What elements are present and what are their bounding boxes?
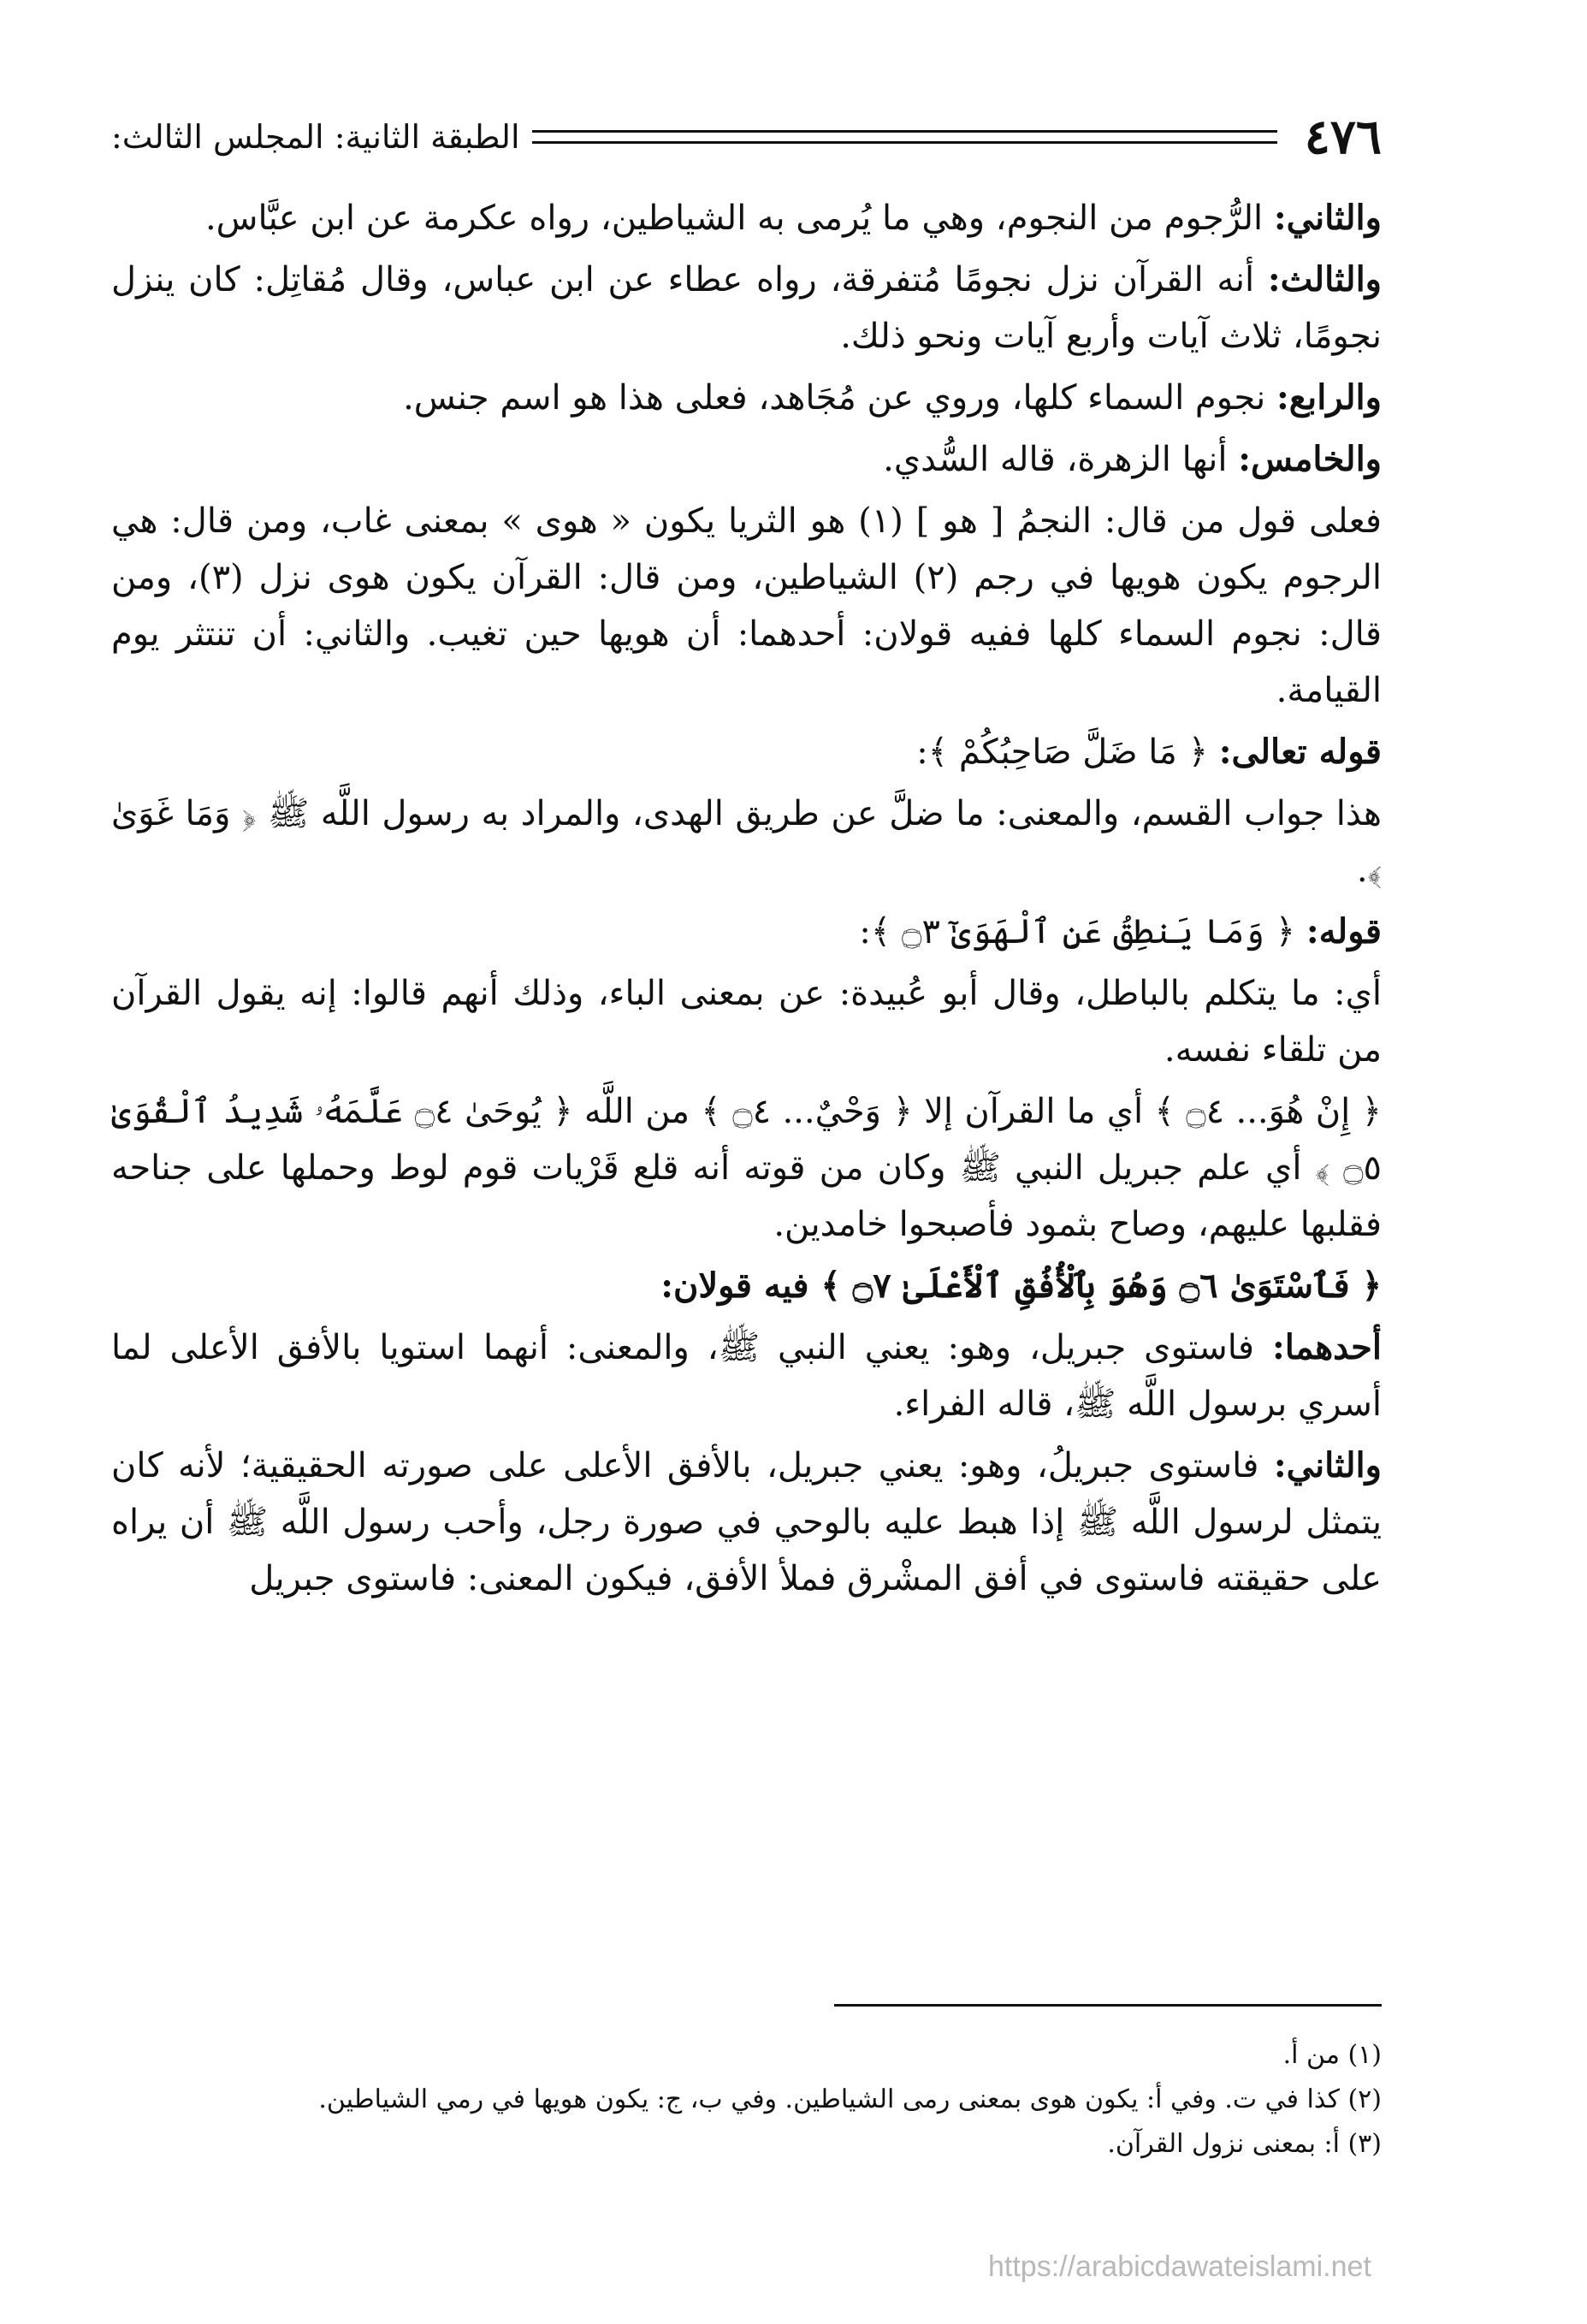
paragraph [111, 1438, 1382, 1607]
paragraph-text: ﴿ مَا ضَلَّ صَاحِبُكُمْ ﴾: [916, 732, 1219, 772]
paragraph [111, 786, 1382, 898]
paragraph-text: ﴿ وَمَا يَنطِقُ عَنِ ٱلْهَوَىٰٓ ۝٣ ﴾: [859, 912, 1306, 952]
footnote-rule [834, 2004, 1382, 2007]
paragraph-text: أنها الزهرة، قاله السُّدي. [883, 440, 1239, 479]
footnotes [111, 2033, 1382, 2167]
header-rule [532, 130, 1277, 144]
footnote: (٢) كذا في ت. وفي أ: يكون هوى بمعنى رمى الشياطين. وفي ب، ج: يكون هويها في رمي الشياطين. [318, 2084, 1382, 2114]
paragraph-text: فاستوى جبريل، وهو: يعني النبي ﷺ، والمعنى: أنهما استويا بالأفق الأعلى لما أسري برسول اللَّه ﷺ، قاله الفراء. [111, 1328, 1382, 1424]
paragraph [111, 190, 1382, 246]
footnote: (١) من أ. [1282, 2040, 1382, 2070]
paragraph [111, 493, 1382, 719]
body-text [111, 190, 1382, 1607]
paragraph-lead: والرابع: [1276, 377, 1382, 418]
paragraph-lead: والخامس: [1238, 439, 1382, 479]
paragraph [111, 1258, 1382, 1314]
paragraph-lead: قوله: [1306, 911, 1382, 952]
paragraph-text: فاستوى جبريلُ، وهو: يعني جبريل، بالأفق الأعلى على صورته الحقيقية؛ لأنه كان يتمثل لرسول اللَّه ﷺ إذا هبط عليه بالوحي في صورة رجل، وأحب رسول اللَّه ﷺ أن يراه على حقيقته فاستوى في أفق المشْرق فملأ الأفق، فيكون المعنى: فاستوى جبريل [111, 1446, 1382, 1598]
page-header [111, 103, 1382, 171]
page [111, 103, 1383, 2159]
paragraph-lead: قوله تعالى: [1218, 732, 1382, 772]
paragraph [111, 1083, 1382, 1253]
paragraph-text: أي: ما يتكلم بالباطل، وقال أبو عُبيدة: عن بمعنى الباء، وذلك أنهم قالوا: إنه يقول القرآن من تلقاء نفسه. [111, 974, 1382, 1070]
paragraph [111, 431, 1382, 488]
paragraph [111, 965, 1382, 1078]
paragraph-text: ﴿ فَٱسْتَوَىٰ ۝٦ وَهُوَ بِٱلْأُفُقِ ٱلْأَعْلَىٰ ۝٧ ﴾ فيه قولان: [660, 1266, 1382, 1306]
paragraph-text: هذا جواب القسم، والمعنى: ما ضلَّ عن طريق الهدى، والمراد به رسول اللَّه ﷺ ﴿ وَمَا غَوَىٰ ﴾. [111, 794, 1382, 890]
paragraph-text: نجوم السماء كلها، وروي عن مُجَاهد، فعلى هذا هو اسم جنس. [403, 378, 1276, 418]
paragraph [111, 370, 1382, 426]
footnote: (٣) أ: بمعنى نزول القرآن. [1107, 2129, 1382, 2159]
page-number: ٤٧٦ [1304, 109, 1382, 165]
paragraph-text: ﴿ إِنْ هُوَ... ۝٤ ﴾ أي ما القرآن إلا ﴿ وَحْيٌ... ۝٤ ﴾ من اللَّه ﴿ يُوحَىٰ ۝٤ عَلَّمَهُۥ شَدِيدُ ٱلْقُوَىٰ ۝٥ ﴾ أي علم جبريل النبي ﷺ وكان من قوته أنه قلع قَرْيات قوم لوط وحملها على جناحه فقلبها عليهم، وصاح بثمود فأصبحوا خامدين. [111, 1092, 1382, 1244]
paragraph [111, 724, 1382, 780]
watermark: https://arabicdawateislami.net [988, 2250, 1371, 2283]
paragraph-text: أنه القرآن نزل نجومًا مُتفرقة، رواه عطاء عن ابن عباس، وقال مُقاتِل: كان ينزل نجومًا، ثلاث آيات وأربع آيات ونحو ذلك. [111, 260, 1382, 356]
paragraph-lead: والثاني: [1273, 1445, 1382, 1485]
paragraph-lead: والثالث: [1267, 259, 1382, 299]
paragraph-text: فعلى قول من قال: النجمُ [ هو ] (١) هو الثريا يكون « هوى » بمعنى غاب، ومن قال: هي الرجوم يكون هويها في رجم (٢) الشياطين، ومن قال: القرآن يكون هوى نزل (٣)، ومن قال: نجوم السماء كلها ففيه قولان: أحدهما: أن هويها حين تغيب. والثاني: أن تنتثر يوم القيامة. [111, 501, 1383, 710]
paragraph-lead: والثاني: [1273, 198, 1382, 238]
paragraph [111, 904, 1382, 960]
running-title: الطبقة الثانية: المجلس الثالث: [111, 118, 520, 156]
paragraph [111, 1319, 1382, 1432]
paragraph-text: الرُّجوم من النجوم، وهي ما يُرمى به الشياطين، رواه عكرمة عن ابن عبَّاس. [204, 199, 1274, 238]
paragraph-lead: أحدهما: [1271, 1327, 1382, 1367]
paragraph [111, 252, 1382, 365]
